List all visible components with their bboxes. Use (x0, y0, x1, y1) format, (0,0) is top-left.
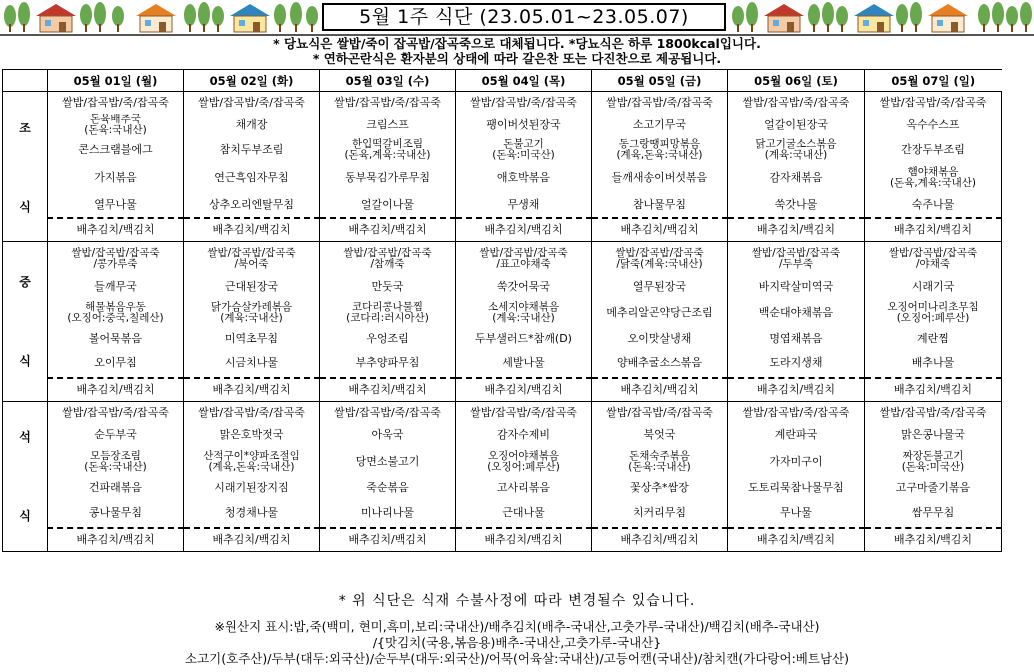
menu-cell: 닭고기굴소스볶음 (계육:국내산) (728, 136, 865, 164)
menu-cell: 배추김치/백김치 (320, 378, 456, 402)
dinner-row (3, 528, 1002, 552)
menu-cell: 쌀밥/잡곡밥/죽/잡곡죽 (592, 401, 728, 424)
day-header: 05월 02일 (화) (184, 70, 320, 92)
menu-cell: 쌀밥/잡곡밥/잡곡죽 /표고야채죽 (456, 242, 592, 276)
menu-cell: 청경채나물 (184, 500, 320, 528)
dinner-row (3, 500, 1002, 528)
menu-cell: 콩나물무침 (48, 500, 184, 528)
menu-cell: 쌈무무침 (865, 500, 1002, 528)
dinner-row (3, 424, 1002, 447)
menu-cell: 열무된장국 (592, 276, 728, 298)
menu-cell: 쌀밥/잡곡밥/잡곡죽 /두부죽 (728, 242, 865, 276)
menu-cell: 배추김치/백김치 (592, 218, 728, 242)
menu-cell: 쌀밥/잡곡밥/죽/잡곡죽 (865, 401, 1002, 424)
menu-cell: 배추김치/백김치 (48, 218, 184, 242)
breakfast-label (3, 92, 48, 242)
meal-label-bottom: 식 (19, 509, 31, 523)
breakfast-row (3, 136, 1002, 164)
menu-cell: 간장두부조림 (865, 136, 1002, 164)
menu-cell: 쌀밥/잡곡밥/죽/잡곡죽 (320, 401, 456, 424)
dinner-row (3, 401, 1002, 424)
menu-cell: 배추김치/백김치 (865, 218, 1002, 242)
menu-cell: 메추리알곤약당근조림 (592, 298, 728, 328)
menu-cell: 동그랑땡피망볶음 (계육,돈육:국내산) (592, 136, 728, 164)
menu-cell: 배추김치/백김치 (184, 218, 320, 242)
menu-body (3, 92, 1002, 552)
menu-cell: 쌀밥/잡곡밥/죽/잡곡죽 (456, 92, 592, 115)
menu-cell: 순두부국 (48, 424, 184, 447)
menu-cell: 배추김치/백김치 (456, 218, 592, 242)
lunch-row (3, 328, 1002, 350)
menu-cell: 고구마줄기볶음 (865, 477, 1002, 500)
menu-cell: 배추김치/백김치 (48, 378, 184, 402)
menu-cell: 무생채 (456, 192, 592, 218)
menu-cell: 배추김치/백김치 (728, 378, 865, 402)
dinner-row (3, 477, 1002, 500)
menu-cell: 오징어야채볶음 (오징어:페루산) (456, 447, 592, 477)
lunch-row (3, 242, 1002, 276)
menu-cell: 도토리묵참나물무침 (728, 477, 865, 500)
menu-cell: 부추양파무침 (320, 350, 456, 378)
menu-cell: 도라지생채 (728, 350, 865, 378)
menu-cell: 쌀밥/잡곡밥/죽/잡곡죽 (865, 92, 1002, 115)
lunch-label (3, 242, 48, 402)
menu-cell: 쑥갓나물 (728, 192, 865, 218)
menu-cell: 상추오리엔탈무침 (184, 192, 320, 218)
menu-cell: 쌀밥/잡곡밥/잡곡죽 /야채죽 (865, 242, 1002, 276)
menu-cell: 죽순볶음 (320, 477, 456, 500)
menu-cell: 쌀밥/잡곡밥/죽/잡곡죽 (728, 401, 865, 424)
dysphagia-diet-note: * 연하곤란식은 환자분의 상태에 따라 갈은찬 또는 다진찬으로 제공됩니다. (312, 51, 722, 66)
menu-cell: 가지볶음 (48, 164, 184, 192)
menu-cell: 쌀밥/잡곡밥/잡곡죽 /참깨죽 (320, 242, 456, 276)
breakfast-row (3, 164, 1002, 192)
menu-cell: 팽이버섯된장국 (456, 114, 592, 136)
menu-cell: 배추김치/백김치 (728, 218, 865, 242)
meal-label-top: 석 (19, 430, 31, 444)
day-header: 05월 04일 (목) (456, 70, 592, 92)
menu-cell: 꽃상추*쌈장 (592, 477, 728, 500)
diabetic-diet-note: * 당뇨식은 쌀밥/죽이 잡곡밥/잡곡죽으로 대체됩니다. *당뇨식은 하루 1800kcal입니다. (273, 36, 761, 51)
dinner-label (3, 401, 48, 551)
menu-cell: 배추김치/백김치 (320, 218, 456, 242)
breakfast-row (3, 114, 1002, 136)
day-header: 05월 06일 (토) (728, 70, 865, 92)
menu-cell: 동부묵김가루무침 (320, 164, 456, 192)
menu-cell: 쌀밥/잡곡밥/죽/잡곡죽 (184, 92, 320, 115)
menu-cell: 소고기무국 (592, 114, 728, 136)
menu-cell: 배추김치/백김치 (592, 378, 728, 402)
menu-cell: 양배추굴소스볶음 (592, 350, 728, 378)
menu-cell: 배추나물 (865, 350, 1002, 378)
menu-cell: 쌀밥/잡곡밥/죽/잡곡죽 (456, 401, 592, 424)
menu-cell: 배추김치/백김치 (184, 378, 320, 402)
menu-cell: 닭가슴살카레볶음 (계육:국내산) (184, 298, 320, 328)
menu-cell: 쌀밥/잡곡밥/죽/잡곡죽 (48, 92, 184, 115)
menu-cell: 무나물 (728, 500, 865, 528)
origin-line: 소고기(호주산)/두부(대두:외국산)/순두부(대두:외국산)/어묵(어육살:국내산)/고등어캔(국내산)/참치캔(가다랑어:베트남산) (185, 651, 849, 666)
menu-cell: 바지락살미역국 (728, 276, 865, 298)
menu-cell: 명엽채볶음 (728, 328, 865, 350)
village-right-decoration (730, 2, 1034, 34)
lunch-row (3, 378, 1002, 402)
menu-cell: 배추김치/백김치 (865, 528, 1002, 552)
village-left-decoration (0, 2, 320, 34)
day-header: 05월 01일 (월) (48, 70, 184, 92)
menu-cell: 쌀밥/잡곡밥/죽/잡곡죽 (728, 92, 865, 115)
menu-cell: 배추김치/백김치 (456, 378, 592, 402)
menu-cell: 계란찜 (865, 328, 1002, 350)
menu-cell: 백순대야채볶음 (728, 298, 865, 328)
menu-cell: 채개장 (184, 114, 320, 136)
header-band (0, 0, 1034, 36)
menu-cell: 들깨무국 (48, 276, 184, 298)
menu-cell: 아욱국 (320, 424, 456, 447)
meal-label-bottom: 식 (19, 354, 31, 369)
breakfast-row (3, 218, 1002, 242)
menu-cell: 한입떡갈비조림 (돈육,계육:국내산) (320, 136, 456, 164)
menu-cell: 옥수수스프 (865, 114, 1002, 136)
menu-cell: 콘스크램블에그 (48, 136, 184, 164)
menu-cell: 배추김치/백김치 (592, 528, 728, 552)
menu-cell: 오이무침 (48, 350, 184, 378)
menu-cell: 쌀밥/잡곡밥/잡곡죽 /북어죽 (184, 242, 320, 276)
menu-cell: 얼갈이된장국 (728, 114, 865, 136)
menu-cell: 돈육배추국 (돈육:국내산) (48, 114, 184, 136)
menu-cell: 돈채숙주볶음 (돈육:국내산) (592, 447, 728, 477)
menu-cell: 치커리무침 (592, 500, 728, 528)
menu-cell: 코다리콩나물찜 (코다리:러시아산) (320, 298, 456, 328)
menu-cell: 건파래볶음 (48, 477, 184, 500)
menu-cell: 쌀밥/잡곡밥/죽/잡곡죽 (184, 401, 320, 424)
menu-cell: 미나리나물 (320, 500, 456, 528)
menu-cell: 모듬장조림 (돈육:국내산) (48, 447, 184, 477)
menu-cell: 미역초무침 (184, 328, 320, 350)
menu-cell: 참치두부조림 (184, 136, 320, 164)
menu-cell: 배추김치/백김치 (728, 528, 865, 552)
menu-cell: 북엇국 (592, 424, 728, 447)
menu-cell: 맑은호박젓국 (184, 424, 320, 447)
menu-cell: 들깨새송이버섯볶음 (592, 164, 728, 192)
menu-cell: 가자미구이 (728, 447, 865, 477)
menu-cell: 숙주나물 (865, 192, 1002, 218)
menu-cell: 햄야채볶음 (돈육,계육:국내산) (865, 164, 1002, 192)
origin-line: ※원산지 표시:밥,죽(백미, 현미,흑미,보리:국내산)/배추김치(배추-국내산,고춧가루-국내산)/백김치(배추-국내산) (214, 619, 820, 634)
day-header: 05월 07일 (일) (865, 70, 1002, 92)
menu-cell: 쌀밥/잡곡밥/죽/잡곡죽 (592, 92, 728, 115)
breakfast-row (3, 92, 1002, 115)
menu-cell: 쌀밥/잡곡밥/죽/잡곡죽 (320, 92, 456, 115)
menu-cell: 배추김치/백김치 (456, 528, 592, 552)
menu-cell: 오징어미나리초무침 (오징어:페루산) (865, 298, 1002, 328)
menu-cell: 참나물무침 (592, 192, 728, 218)
menu-cell: 맑은콩나물국 (865, 424, 1002, 447)
menu-cell: 배추김치/백김치 (48, 528, 184, 552)
menu-cell: 연근흑임자무침 (184, 164, 320, 192)
meal-label-bottom: 식 (19, 199, 31, 214)
menu-cell: 오이맛살냉채 (592, 328, 728, 350)
change-notice: * 위 식단은 식재 수불사정에 따라 변경될수 있습니다. (338, 593, 696, 609)
menu-cell: 쌀밥/잡곡밥/죽/잡곡죽 (48, 401, 184, 424)
menu-cell: 배추김치/백김치 (184, 528, 320, 552)
menu-cell: 쑥갓어묵국 (456, 276, 592, 298)
menu-cell: 시래기국 (865, 276, 1002, 298)
day-header-row (3, 70, 1002, 92)
menu-cell: 열무나물 (48, 192, 184, 218)
page-title: 5월 1주 식단 (23.05.01~23.05.07) (322, 3, 726, 31)
day-header: 05월 03일 (수) (320, 70, 456, 92)
menu-cell: 시래기된장지짐 (184, 477, 320, 500)
lunch-row (3, 276, 1002, 298)
menu-cell: 해물볶음우동 (오징어:중국,칠레산) (48, 298, 184, 328)
menu-cell: 크림스프 (320, 114, 456, 136)
menu-cell: 당면소불고기 (320, 447, 456, 477)
menu-cell: 감자수제비 (456, 424, 592, 447)
menu-cell: 두부샐러드*참깨(D) (456, 328, 592, 350)
menu-cell: 볼어묵볶음 (48, 328, 184, 350)
menu-cell: 만둣국 (320, 276, 456, 298)
origin-line: /{맛김치(국용,볶음용)배추-국내산,고춧가루-국내산} (372, 635, 662, 650)
menu-cell: 우엉조림 (320, 328, 456, 350)
menu-cell: 애호박볶음 (456, 164, 592, 192)
menu-cell: 근대나물 (456, 500, 592, 528)
meal-label-top: 조 (19, 120, 31, 135)
meal-label-top: 중 (19, 275, 31, 290)
menu-cell: 배추김치/백김치 (320, 528, 456, 552)
menu-cell: 쌀밥/잡곡밥/잡곡죽 /콩가루죽 (48, 242, 184, 276)
weekly-menu-table (2, 69, 1002, 552)
menu-cell: 근대된장국 (184, 276, 320, 298)
dinner-row (3, 447, 1002, 477)
day-header: 05월 05일 (금) (592, 70, 728, 92)
breakfast-row (3, 192, 1002, 218)
lunch-row (3, 350, 1002, 378)
menu-cell: 돈불고기 (돈육:미국산) (456, 136, 592, 164)
menu-cell: 배추김치/백김치 (865, 378, 1002, 402)
menu-cell: 쌀밥/잡곡밥/잡곡죽 /닭죽(계육:국내산) (592, 242, 728, 276)
menu-cell: 소세지야채볶음 (계육:국내산) (456, 298, 592, 328)
lunch-row (3, 298, 1002, 328)
menu-cell: 산적구이*양파조절임 (계육,돈육:국내산) (184, 447, 320, 477)
menu-cell: 고사리볶음 (456, 477, 592, 500)
menu-cell: 세발나물 (456, 350, 592, 378)
header-corner (3, 70, 48, 92)
menu-cell: 감자채볶음 (728, 164, 865, 192)
menu-cell: 계란파국 (728, 424, 865, 447)
menu-cell: 짜장돈불고기 (돈육:미국산) (865, 447, 1002, 477)
menu-cell: 얼갈이나물 (320, 192, 456, 218)
menu-cell: 시금치나물 (184, 350, 320, 378)
